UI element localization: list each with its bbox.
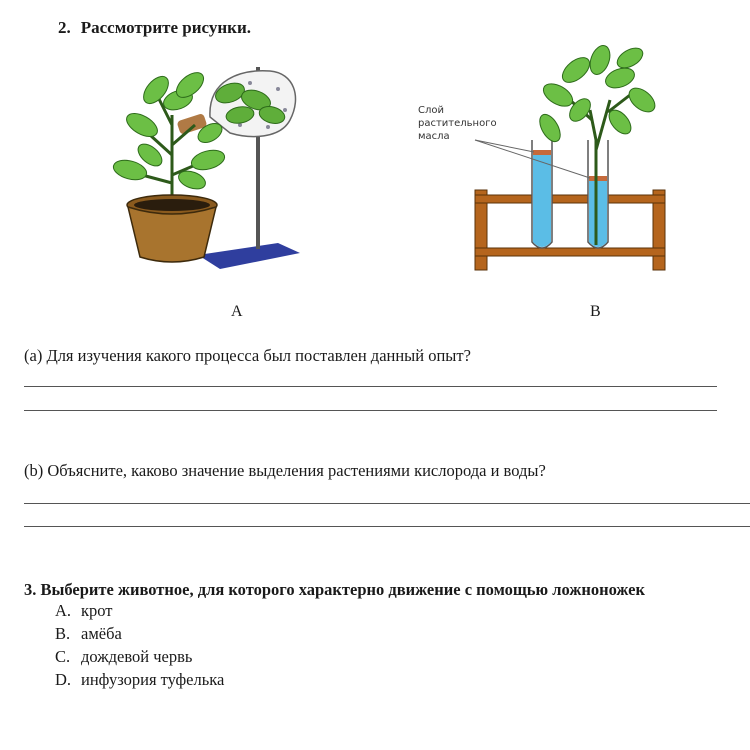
flower-pot bbox=[128, 207, 216, 262]
rack-top-bar bbox=[475, 195, 665, 203]
oil-layer-label bbox=[418, 104, 497, 143]
answer-line-b-1[interactable] bbox=[24, 503, 750, 504]
option-b[interactable] bbox=[55, 624, 122, 644]
figure-a-illustration bbox=[80, 55, 320, 280]
option-a-letter: A. bbox=[55, 601, 72, 620]
option-b-letter: B. bbox=[55, 624, 71, 643]
question-a: (a) Для изучения какого процесса был поставлен данный опыт? bbox=[24, 346, 471, 365]
option-a-text: крот bbox=[81, 601, 113, 620]
question-2-title bbox=[58, 18, 251, 38]
option-b-text: амёба bbox=[81, 624, 122, 643]
answer-line-b-2[interactable] bbox=[24, 526, 750, 527]
figure-b-illustration bbox=[470, 40, 670, 275]
tube-2-oil-layer bbox=[589, 176, 607, 181]
tube-1-oil-layer bbox=[533, 150, 551, 155]
option-d-letter: D. bbox=[55, 670, 72, 689]
answer-line-a-2[interactable] bbox=[24, 410, 717, 411]
tube-1-water bbox=[533, 154, 551, 247]
question-b: (b) Объясните, каково значение выделения растениями кислорода и воды? bbox=[24, 461, 546, 480]
figure-b-label: B bbox=[590, 303, 601, 320]
option-d[interactable] bbox=[55, 670, 224, 690]
oil-label-line-3: масла bbox=[418, 131, 450, 142]
rack-bottom-bar bbox=[475, 248, 665, 256]
question-2-text: Рассмотрите рисунки. bbox=[80, 18, 252, 37]
stand-base bbox=[198, 243, 300, 269]
question-3-title: 3. Выберите животное, для которого характерно движение с помощью ложноножек bbox=[24, 580, 646, 599]
figure-a-label: A bbox=[231, 303, 243, 320]
question-2-number: 2. bbox=[58, 18, 71, 37]
option-c[interactable] bbox=[55, 647, 192, 667]
oil-label-line-1: Слой bbox=[418, 105, 444, 116]
oil-label-line-2: растительного bbox=[418, 118, 497, 129]
option-a[interactable] bbox=[55, 601, 113, 621]
option-c-text: дождевой червь bbox=[81, 647, 193, 666]
tube-2-water bbox=[589, 180, 607, 247]
option-d-text: инфузория туфелька bbox=[81, 670, 225, 689]
option-c-letter: C. bbox=[55, 647, 71, 666]
answer-line-a-1[interactable] bbox=[24, 386, 717, 387]
